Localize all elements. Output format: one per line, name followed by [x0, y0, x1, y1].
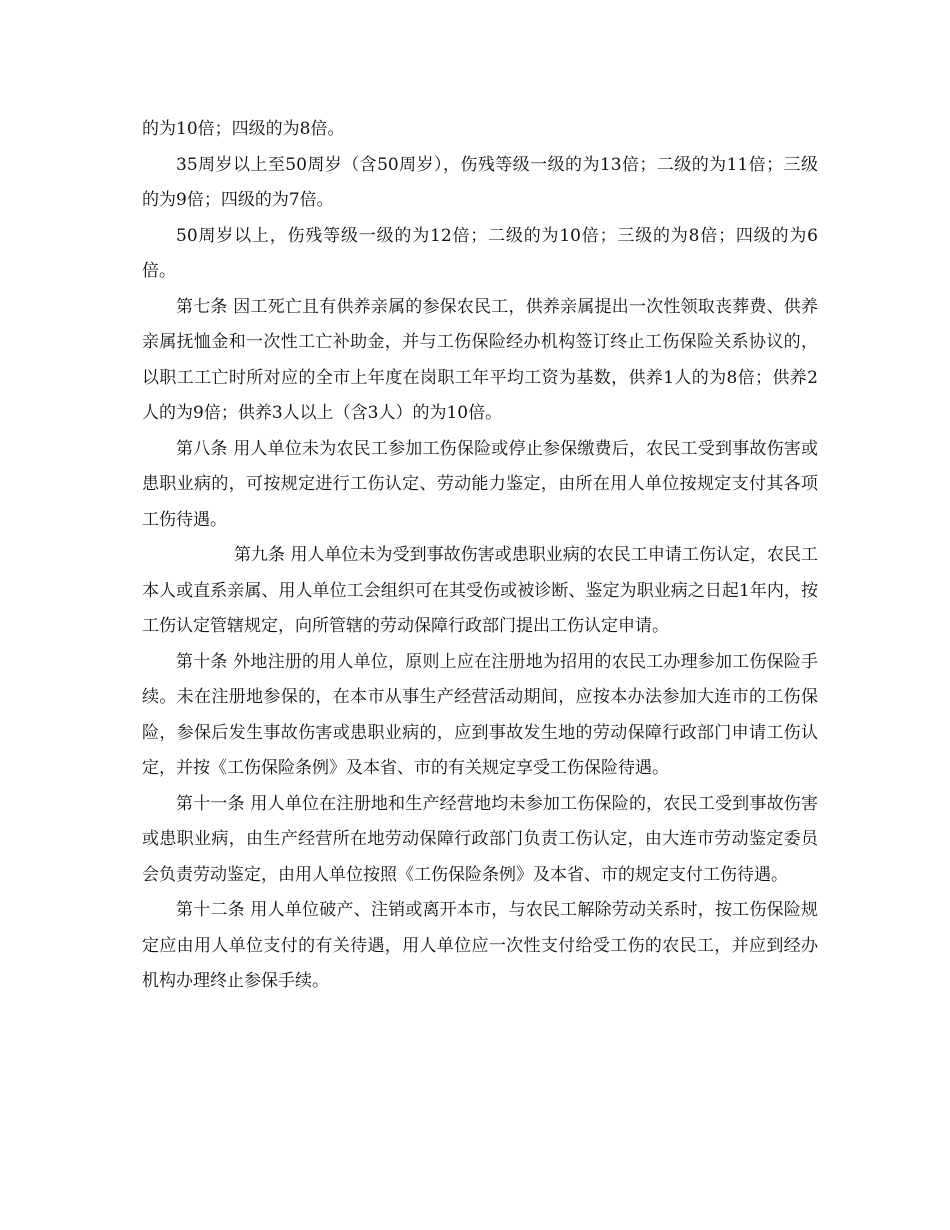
- paragraph-article-9: 第九条 用人单位未为受到事故伤害或患职业病的农民工申请工伤认定，农民工本人或直系亲属、用人单位工会组织可在其受伤或被诊断、鉴定为职业病之日起1年内，按工伤认定管辖规定，向所管辖的劳动保障行政部门提出工伤认定申请。: [142, 545, 818, 636]
- paragraph-age-over-50: 50周岁以上，伤残等级一级的为12倍；二级的为10倍；三级的为8倍；四级的为6倍。: [142, 225, 818, 281]
- paragraph-article-10: 第十条 外地注册的用人单位，原则上应在注册地为招用的农民工办理参加工伤保险手续。未在注册地参保的，在本市从事生产经营活动期间，应按本办法参加大连市的工伤保险，参保后发生事故伤害或患职业病的，应到事故发生地的劳动保障行政部门申请工伤认定，并按《工伤保险条例》及本省、市的有关规定享受工伤保险待遇。: [142, 651, 818, 778]
- paragraph-age-under-35-tail: 的为10倍；四级的为8倍。: [142, 119, 345, 139]
- document-body: [142, 112, 818, 1000]
- paragraph-article-12: 第十二条 用人单位破产、注销或离开本市，与农民工解除劳动关系时，按工伤保险规定应由用人单位支付的有关待遇，用人单位应一次性支付给受工伤的农民工，并应到经办机构办理终止参保手续。: [142, 900, 818, 991]
- paragraph-article-7: 第七条 因工死亡且有供养亲属的参保农民工，供养亲属提出一次性领取丧葬费、供养亲属抚恤金和一次性工亡补助金，并与工伤保险经办机构签订终止工伤保险关系协议的，以职工工亡时所对应的全市上年度在岗职工年平均工资为基数，供养1人的为8倍；供养2人的为9倍；供养3人以上（含3人）的为10倍。: [142, 296, 818, 423]
- paragraph-article-11: 第十一条 用人单位在注册地和生产经营地均未参加工伤保险的，农民工受到事故伤害或患职业病，由生产经营所在地劳动保障行政部门负责工伤认定，由大连市劳动鉴定委员会负责劳动鉴定，由用人单位按照《工伤保险条例》及本省、市的规定支付工伤待遇。: [142, 793, 818, 885]
- paragraph-age-35-to-50: 35周岁以上至50周岁（含50周岁），伤残等级一级的为13倍；二级的为11倍；三级的为9倍；四级的为7倍。: [142, 154, 818, 210]
- paragraph-article-8: 第八条 用人单位未为农民工参加工伤保险或停止参保缴费后，农民工受到事故伤害或患职业病的，可按规定进行工伤认定、劳动能力鉴定，由所在用人单位按规定支付其各项工伤待遇。: [142, 438, 818, 530]
